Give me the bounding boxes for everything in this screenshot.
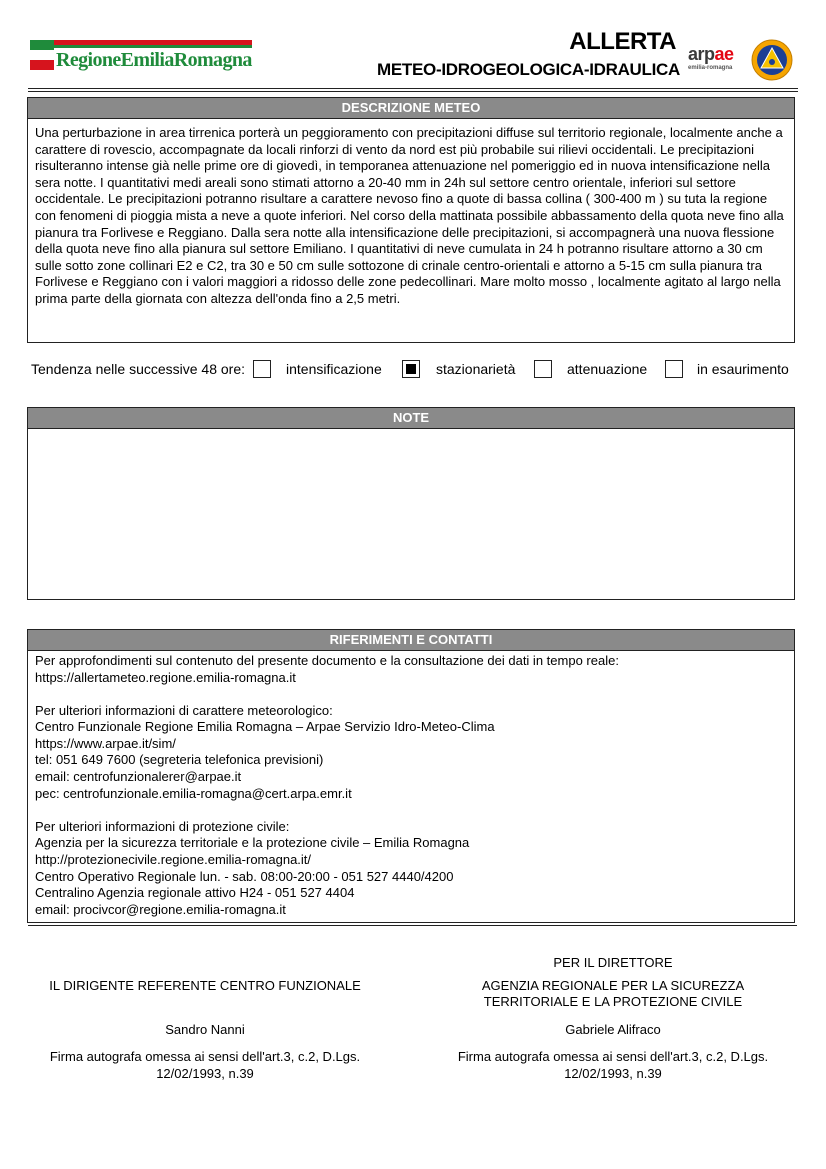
ref-line: Centro Operativo Regionale lun. - sab. 08:00-20:00 - 051 527 4440/4200 xyxy=(35,868,454,884)
left-signer-note-line1: Firma autografa omessa ai sensi dell'art.3, c.2, D.Lgs. xyxy=(49,1049,361,1064)
option-attenuazione-label: attenuazione xyxy=(567,361,648,377)
option-stazionarieta-label: stazionarietà xyxy=(436,361,516,377)
right-signer-role-line2: TERRITORIALE E LA PROTEZIONE CIVILE xyxy=(483,994,743,1009)
right-signer-note-line1: Firma autografa omessa ai sensi dell'art.3, c.2, D.Lgs. xyxy=(457,1049,769,1064)
right-signer-name: Gabriele Alifraco xyxy=(565,1022,661,1037)
checkbox-attenuazione[interactable] xyxy=(534,360,552,378)
ref-line: Centro Funzionale Regione Emilia Romagna – Arpae Servizio Idro-Meteo-Clima xyxy=(35,719,495,735)
ref-line xyxy=(35,686,786,703)
ref-link-arpae-sim[interactable]: https://www.arpae.it/sim/ xyxy=(35,735,176,751)
ref-link-allertameteo[interactable]: https://allertameteo.regione.emilia-romagna.it xyxy=(35,669,296,685)
ref-line: Per ulteriori informazioni di carattere meteorologico: xyxy=(35,702,333,718)
arpae-logo-tagline: emilia-romagna xyxy=(688,65,733,71)
footer-rule xyxy=(28,925,797,926)
ref-line xyxy=(35,802,786,819)
note-heading: NOTE xyxy=(28,408,794,429)
left-signer-name: Sandro Nanni xyxy=(165,1022,245,1037)
riferimenti-panel xyxy=(27,629,795,923)
regione-flag-icon xyxy=(30,40,54,70)
ref-email-procivcor[interactable]: email: procivcor@regione.emilia-romagna.it xyxy=(35,901,286,917)
descrizione-meteo-text: Una perturbazione in area tirrenica porterà un peggioramento con precipitazioni diffuse sul territorio regionale, localmente anche a carattere di rovescio, accompagnate da locali rinforzi di vento da nord est più probabile sui rilievi occidentali. Le precipitazioni risulteranno intense già nelle prime ore di giovedì, in temporanea attenuazione nel pomeriggio ed in nuova intensificazione nella sera notte. I quantitativi medi areali sono stimati attorno a 20-40 mm in 24h sul settore centro orientale, inferiori sul settore occidentale. Le precipitazioni potranno risultare a carattere nevoso fino a quote di bassa collina ( 300-400 m ) su tuta la regione con fenomeni di pioggia mista a neve a quote inferiori. Nel corso della mattinata possibile abbassamento della quota neve fino alla pianura tra Forlivese e Reggiano. Dalla sera notte alla intensificazione delle precipitazioni, si accompagnerà una nuova flessione della quota neve fino alla pianura sul settore Emiliano. I quantitativi di neve cumulata in 24 h potranno risultare attorno a 30 cm sulle sotto zone collinari E2 e C2, tra 30 e 50 cm sulle sottozone di crinale centro-orientali e attorno a 5-15 cm sulla pianura tra Forlivese e Reggiano con i valori maggiori a ridosso delle zone pedecollinari. Mare molto mosso , localmente agitato al largo nella prima parte della giornata con altezza dell'onda fino a 2,5 metri. xyxy=(35,125,784,306)
ref-line: Per ulteriori informazioni di protezione civile: xyxy=(35,818,290,834)
ref-line: tel: 051 649 7600 (segreteria telefonica previsioni) xyxy=(35,752,324,768)
protezione-civile-logo-icon xyxy=(750,38,794,82)
left-signer-note-line2: 12/02/1993, n.39 xyxy=(156,1066,254,1081)
right-signer-prefix: PER IL DIRETTORE xyxy=(553,955,673,970)
note-panel xyxy=(27,407,795,600)
ref-email-centrofunzionale[interactable]: email: centrofunzionalerer@arpae.it xyxy=(35,769,242,785)
note-text xyxy=(28,429,794,435)
ref-line: Agenzia per la sicurezza territoriale e la protezione civile – Emilia Romagna xyxy=(35,835,470,851)
page-subtitle: METEO-IDROGEOLOGICA-IDRAULICA xyxy=(377,60,680,79)
option-intensificazione-label: intensificazione xyxy=(286,361,382,377)
page-title: ALLERTA xyxy=(569,28,676,55)
descrizione-meteo-panel xyxy=(27,97,795,343)
ref-line: Per approfondimenti sul contenuto del presente documento e la consultazione dei dati in tempo reale: xyxy=(35,653,619,668)
arpae-logo xyxy=(688,44,744,76)
header-rule xyxy=(28,88,798,89)
riferimenti-heading: RIFERIMENTI E CONTATTI xyxy=(28,630,794,651)
checkbox-stazionarieta[interactable] xyxy=(402,360,420,378)
descrizione-meteo-heading: DESCRIZIONE METEO xyxy=(28,98,794,119)
right-signer-role-line1: AGENZIA REGIONALE PER LA SICUREZZA xyxy=(481,978,745,993)
regione-logo-text: RegioneEmiliaRomagna xyxy=(56,49,252,71)
arpae-logo-name: arpae xyxy=(688,44,734,64)
header-rule-2 xyxy=(28,91,798,92)
regione-emilia-romagna-logo xyxy=(30,40,252,70)
checkbox-intensificazione[interactable] xyxy=(253,360,271,378)
tendenza-label: Tendenza nelle successive 48 ore: xyxy=(31,361,246,377)
left-signer-role: IL DIRIGENTE REFERENTE CENTRO FUNZIONALE xyxy=(49,978,361,993)
right-signer-note-line2: 12/02/1993, n.39 xyxy=(564,1066,662,1081)
ref-pec-centrofunzionale[interactable]: pec: centrofunzionale.emilia-romagna@cert.arpa.emr.it xyxy=(35,785,352,801)
checkbox-in-esaurimento[interactable] xyxy=(665,360,683,378)
ref-line: Centralino Agenzia regionale attivo H24 - 051 527 4404 xyxy=(35,885,355,901)
option-in-esaurimento-label: in esaurimento xyxy=(697,361,789,377)
ref-link-protezionecivile[interactable]: http://protezionecivile.regione.emilia-romagna.it/ xyxy=(35,851,312,867)
